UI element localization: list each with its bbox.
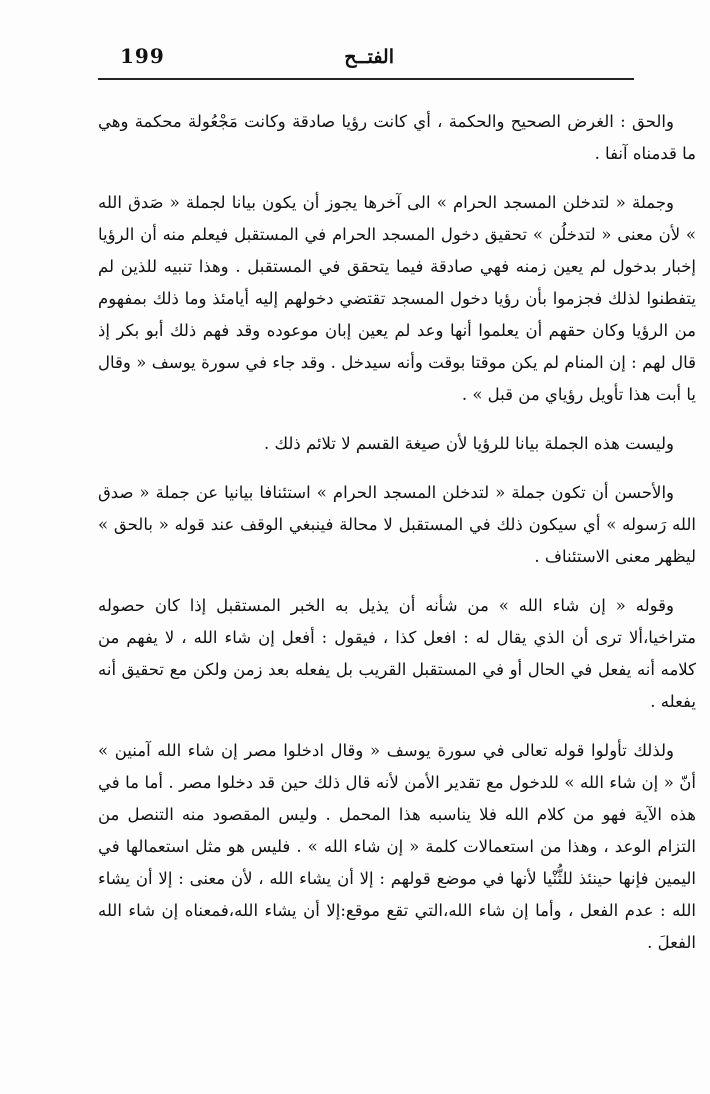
paragraph-5: وقوله « إن شاء الله » من شأنه أن يذيل به الخبر المستقبل إذا كان حصوله متراخيا،ألا ترى أن الذي يقال له : افعل كذا ، فيقول : أفعل إن شاء الله ، لا يفهم من كلامه أنه يفعل في الحال أو في المستقبل القريب بل يفعله بعد زمن ولكن مع تحقيق أنه يفعله .: [98, 596, 696, 711]
page-body: [98, 106, 696, 976]
header-divider: [98, 78, 634, 80]
page-header: [98, 40, 634, 76]
page-number: 199: [120, 44, 165, 68]
running-title: الفتــح: [344, 46, 394, 68]
paragraph-6: ولذلك تأولوا قوله تعالى في سورة يوسف « وقال ادخلوا مصر إن شاء الله آمنين » أنّ « إن شاء الله » للدخول مع تقدير الأمن لأنه قال ذلك حين قد دخلوا مصر . أما ما في هذه الآية فهو من كلام الله فلا يناسبه هذا المحمل . وليس المقصود منه التنصل من التزام الوعد ، وهذا من استعمالات كلمة « إن شاء الله » . فليس هو مثل استعمالها في اليمين فإنها حينئذ للثُّنْيا لأنها في موضع قولهم : إلا أن يشاء الله ، لأن معنى : إلا أن يشاء الله : عدم الفعل ، وأما إن شاء الله،التي تقع موقع:إلا أن يشاء الله،فمعناه إن شاء الله الفعلَ .: [98, 741, 696, 952]
paragraph-3: وليست هذه الجملة بيانا للرؤيا لأن صيغة القسم لا تلائم ذلك .: [263, 434, 674, 453]
paragraph-1: والحق : الغرض الصحيح والحكمة ، أي كانت رؤيا صادقة وكانت مَجْعُولة محكمة وهي ما قدمناه آنفا .: [98, 112, 696, 163]
paragraph-4: والأحسن أن تكون جملة « لتدخلن المسجد الحرام » استئنافا بيانيا عن جملة « صدق الله رَسوله » أي سيكون ذلك في المستقبل لا محالة فينبغي الوقف عند قوله « بالحق » ليظهر معنى الاستئناف .: [98, 483, 696, 566]
paragraph-2: وجملة « لتدخلن المسجد الحرام » الى آخرها يجوز أن يكون بيانا لجملة « صَدق الله » لأن معنى « لتدخلُن » تحقيق دخول المسجد الحرام في المستقبل فيعلم منه أن الرؤيا إخبار بدخول لم يعين زمنه فهي صادقة فيما يتحقق في المستقبل . وهذا تنبيه للذين لم يتفطنوا لذلك فجزموا بأن رؤيا دخول المسجد تقتضي دخولهم إليه أيامئذ وما ذلك بمفهوم من الرؤيا وكان حقهم أن يعلموا أنها وعد لم يعين إبان موعوده وقد فهم ذلك أبو بكر إذ قال لهم : إن المنام لم يكن موقتا بوقت وأنه سيدخل . وقد جاء في سورة يوسف « وقال يا أبت هذا تأويل رؤياي من قبل » .: [98, 193, 696, 404]
